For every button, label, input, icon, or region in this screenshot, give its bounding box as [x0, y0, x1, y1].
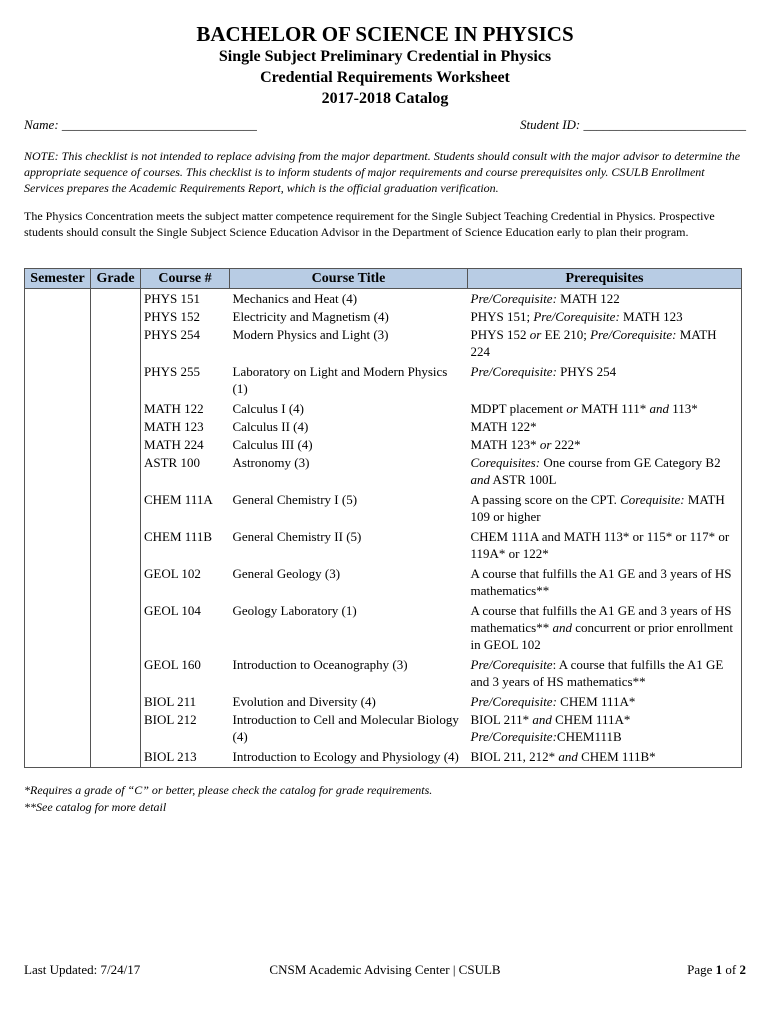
prerequisites	[468, 710, 742, 747]
course-number: PHYS 255	[141, 362, 230, 399]
prerequisite-text: CHEM111B	[556, 729, 622, 744]
prerequisites	[468, 453, 742, 490]
prerequisite-text: Pre/Corequisite:	[590, 327, 677, 342]
course-number: GEOL 160	[141, 655, 230, 692]
course-title: General Chemistry II (5)	[232, 529, 362, 544]
header-prerequisites: Prerequisites	[468, 269, 742, 289]
prerequisite-text: BIOL 211, 212*	[470, 749, 559, 764]
prerequisite-text: Pre/Corequisite:	[470, 291, 557, 306]
student-id-field[interactable]: Student ID: _________________________	[519, 117, 746, 132]
header-course-title: Course Title	[230, 269, 468, 289]
semester-cell[interactable]	[25, 399, 91, 417]
prerequisite-text: concurrent or prior enrollment in GEOL 102	[470, 620, 733, 652]
prerequisites	[468, 692, 742, 710]
prerequisites	[468, 307, 742, 325]
prerequisites	[468, 362, 742, 399]
course-number: MATH 123	[141, 417, 230, 435]
prerequisites	[468, 747, 742, 768]
student-fields	[24, 117, 746, 133]
grade-cell[interactable]	[91, 655, 141, 692]
semester-cell[interactable]	[25, 362, 91, 399]
course-title: Calculus II (4)	[232, 419, 309, 434]
prerequisite-text: MATH 123*	[470, 437, 540, 452]
prerequisite-text: A course that fulfills the A1 GE and 3 years of HS mathematics**	[470, 603, 732, 635]
course-number: BIOL 213	[141, 747, 230, 768]
prerequisites	[468, 655, 742, 692]
course-number: PHYS 254	[141, 325, 230, 362]
prerequisite-text: Corequisites:	[470, 455, 541, 470]
prerequisite-text: and	[532, 712, 552, 727]
table-row	[25, 325, 742, 362]
semester-cell[interactable]	[25, 601, 91, 655]
prerequisites	[468, 325, 742, 362]
table-row	[25, 453, 742, 490]
prerequisites	[468, 490, 742, 527]
course-title: Modern Physics and Light (3)	[232, 327, 389, 342]
course-number: CHEM 111A	[141, 490, 230, 527]
prerequisite-text: MATH 224	[470, 327, 717, 359]
footnote-catalog: **See catalog for more detail	[24, 800, 167, 814]
prerequisite-text: Pre/Corequisite:	[470, 729, 557, 744]
prerequisite-text: and	[558, 749, 578, 764]
page-of: of	[722, 962, 740, 977]
grade-cell[interactable]	[91, 399, 141, 417]
grade-cell[interactable]	[91, 307, 141, 325]
table-row	[25, 289, 742, 308]
grade-cell[interactable]	[91, 564, 141, 601]
prerequisite-text: PHYS 254	[556, 364, 617, 379]
grade-cell[interactable]	[91, 601, 141, 655]
prerequisites	[468, 399, 742, 417]
last-updated: Last Updated: 7/24/17	[24, 962, 141, 977]
table-row	[25, 362, 742, 399]
course-number: PHYS 151	[141, 289, 230, 308]
prerequisite-text: MDPT placement	[470, 401, 567, 416]
prerequisite-text: or	[529, 327, 542, 342]
semester-cell[interactable]	[25, 655, 91, 692]
header-semester: Semester	[25, 269, 91, 289]
name-field[interactable]: Name: ______________________________	[24, 117, 257, 132]
worksheet-subtitle: Credential Requirements Worksheet	[260, 69, 510, 86]
grade-cell[interactable]	[91, 417, 141, 435]
prerequisites	[468, 527, 742, 564]
course-number: BIOL 212	[141, 710, 230, 747]
prerequisite-text: Pre/Corequisite:	[470, 694, 557, 709]
course-title: General Geology (3)	[232, 566, 341, 581]
semester-cell[interactable]	[25, 435, 91, 453]
header-course-number: Course #	[141, 269, 230, 289]
semester-cell[interactable]	[25, 527, 91, 564]
course-title: Mechanics and Heat (4)	[232, 291, 358, 306]
prerequisite-text: 222*	[551, 437, 581, 452]
prerequisites	[468, 289, 742, 308]
table-row	[25, 710, 742, 747]
course-number: CHEM 111B	[141, 527, 230, 564]
course-title: Calculus I (4)	[232, 401, 304, 416]
semester-cell[interactable]	[25, 710, 91, 747]
grade-cell[interactable]	[91, 692, 141, 710]
page-number	[687, 962, 746, 978]
advising-note: NOTE: This checklist is not intended to replace advising from the major department. Students should consult with the major advisor to determine the appropriate sequence of courses. This checklist is to inform students of major requirements and course prerequisites only. CSULB Enrollment Services prepares the Academic Requirements Report, which is the official graduation verification.	[24, 149, 741, 195]
prerequisites	[468, 417, 742, 435]
table-row	[25, 747, 742, 768]
table-row	[25, 490, 742, 527]
prerequisite-text: One course from GE Category B2	[540, 455, 721, 470]
prerequisite-text: EE 210;	[541, 327, 591, 342]
course-number: MATH 122	[141, 399, 230, 417]
prerequisite-text: MATH 123	[619, 309, 683, 324]
prerequisite-text: MATH 111*	[577, 401, 650, 416]
prerequisite-text: and	[470, 472, 490, 487]
course-title: General Chemistry I (5)	[232, 492, 358, 507]
semester-cell[interactable]	[25, 453, 91, 490]
prerequisite-text: or	[566, 401, 578, 416]
prerequisite-text: and	[552, 620, 572, 635]
prerequisite-text: : A course that fulfills the A1 GE and 3 years of HS mathematics**	[470, 657, 724, 689]
page-current: 1	[715, 962, 723, 977]
course-number: BIOL 211	[141, 692, 230, 710]
page-footer	[24, 962, 746, 980]
requirements-table	[24, 268, 742, 768]
grade-cell[interactable]	[91, 490, 141, 527]
semester-cell[interactable]	[25, 490, 91, 527]
course-title: Geology Laboratory (1)	[232, 603, 357, 618]
table-header-row	[25, 269, 742, 289]
catalog-year: 2017-2018 Catalog	[321, 90, 449, 107]
prerequisite-text: CHEM 111A*	[551, 712, 631, 727]
footer-center: CNSM Academic Advising Center | CSULB	[269, 962, 501, 977]
grade-cell[interactable]	[91, 747, 141, 768]
table-row	[25, 601, 742, 655]
grade-cell[interactable]	[91, 453, 141, 490]
semester-cell[interactable]	[25, 747, 91, 768]
table-row	[25, 399, 742, 417]
prerequisite-text: CHEM 111A*	[556, 694, 636, 709]
requirements-body	[25, 289, 742, 768]
concentration-intro: The Physics Concentration meets the subject matter competence requirement for the Single Subject Teaching Credential in Physics. Prospective students should consult the Single Subject Science Education Advisor in the Department of Science Education early to plan their program.	[24, 209, 715, 239]
page-total: 2	[739, 962, 746, 977]
course-title: Introduction to Oceanography (3)	[232, 657, 408, 672]
course-title: Introduction to Ecology and Physiology (4)	[230, 747, 468, 768]
prerequisite-text: CHEM 111A and MATH 113* or 115* or 117* or 119A* or 122*	[470, 529, 730, 561]
course-number: MATH 224	[141, 435, 230, 453]
prerequisite-text: 113*	[669, 401, 698, 416]
semester-cell[interactable]	[25, 289, 91, 308]
prerequisite-text: MATH 122	[556, 291, 620, 306]
grade-cell[interactable]	[91, 289, 141, 308]
grade-cell[interactable]	[91, 710, 141, 747]
grade-cell[interactable]	[91, 527, 141, 564]
prerequisite-text: CHEM 111B*	[577, 749, 656, 764]
page-prefix: Page	[687, 962, 716, 977]
grade-cell[interactable]	[91, 435, 141, 453]
footnote-grade: *Requires a grade of “C” or better, please check the catalog for grade requirements.	[24, 783, 433, 797]
prerequisite-text: PHYS 152	[470, 327, 530, 342]
table-row	[25, 655, 742, 692]
course-number: PHYS 152	[141, 307, 230, 325]
prerequisite-text: ASTR 100L	[490, 472, 557, 487]
course-title: Electricity and Magnetism (4)	[232, 309, 389, 324]
semester-cell[interactable]	[25, 564, 91, 601]
prerequisites	[468, 564, 742, 601]
course-title: Introduction to Cell and Molecular Biology (4)	[232, 712, 459, 744]
course-number: GEOL 102	[141, 564, 230, 601]
grade-cell[interactable]	[91, 325, 141, 362]
prerequisite-text: BIOL 211*	[470, 712, 533, 727]
table-row	[25, 692, 742, 710]
table-row	[25, 527, 742, 564]
prerequisite-text: A passing score on the CPT.	[470, 492, 621, 507]
footnotes	[24, 782, 746, 816]
course-title: Astronomy (3)	[232, 455, 310, 470]
header-grade: Grade	[91, 269, 141, 289]
table-row	[25, 564, 742, 601]
course-number: ASTR 100	[141, 453, 230, 490]
prerequisite-text: Pre/Corequisite	[470, 657, 553, 672]
prerequisite-text: A course that fulfills the A1 GE and 3 years of HS mathematics**	[470, 566, 732, 598]
course-title: Calculus III (4)	[232, 437, 313, 452]
table-row	[25, 417, 742, 435]
table-row	[25, 435, 742, 453]
prerequisite-text: Pre/Corequisite:	[470, 364, 557, 379]
prerequisites	[468, 601, 742, 655]
semester-cell[interactable]	[25, 307, 91, 325]
course-number: GEOL 104	[141, 601, 230, 655]
prerequisite-text: and	[649, 401, 669, 416]
semester-cell[interactable]	[25, 325, 91, 362]
credential-subtitle: Single Subject Preliminary Credential in Physics	[218, 48, 552, 65]
grade-cell[interactable]	[91, 362, 141, 399]
prerequisite-text: MATH 109 or higher	[470, 492, 725, 524]
prerequisite-text: or	[539, 437, 552, 452]
semester-cell[interactable]	[25, 692, 91, 710]
prerequisites	[468, 435, 742, 453]
prerequisite-text: Corequisite:	[620, 492, 685, 507]
course-title: Evolution and Diversity (4)	[232, 694, 376, 709]
course-title: Laboratory on Light and Modern Physics (1)	[232, 364, 448, 396]
semester-cell[interactable]	[25, 417, 91, 435]
prerequisite-text: MATH 122*	[470, 419, 537, 434]
document-title: BACHELOR OF SCIENCE IN PHYSICS	[196, 22, 574, 46]
prerequisite-text: Pre/Corequisite:	[533, 309, 620, 324]
table-row	[25, 307, 742, 325]
prerequisite-text: PHYS 151;	[470, 309, 534, 324]
